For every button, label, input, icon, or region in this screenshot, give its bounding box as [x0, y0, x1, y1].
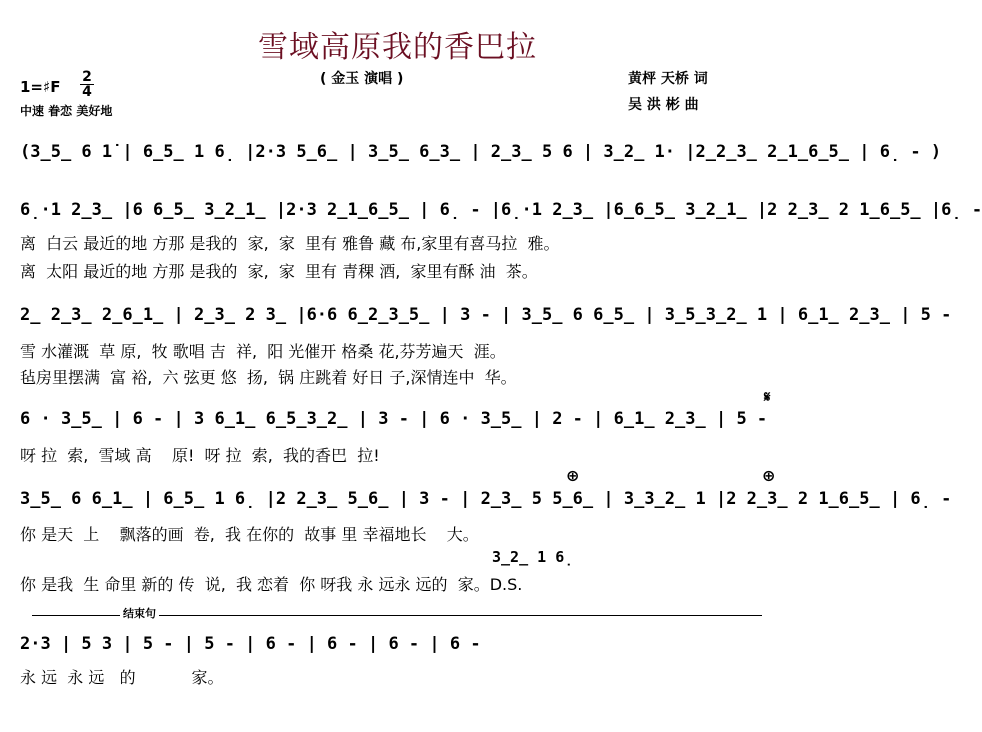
lyricist-credit: 黄枰 天桥 词 — [628, 71, 708, 87]
coda-alt-notes: 3̲2̲ 1 6̣ — [492, 548, 574, 566]
score-line-6: 2·3 | 5 3 | 5 - | 5 - | 6 - | 6 - | 6 - | 6 - — [20, 634, 481, 654]
ending-label: 结束句 — [120, 605, 159, 621]
lyric-line-2a: 离 白云 最近的地 方那 是我的 家, 家 里有 雅鲁 藏 布,家里有喜马拉 雅。 — [20, 234, 560, 253]
score-line-4: 6 · 3̲5̲ | 6 - | 3 6̲1̲ 6̲5̲3̲2̲ | 3 - | 6 · 3̲5̲ | 2 - | 6̲1̲ 2̲3̲ | 5 - — [20, 409, 768, 429]
song-title: 雪域高原我的香巴拉 — [258, 30, 537, 65]
segno-icon: 𝄋 — [764, 388, 771, 406]
lyric-line-3b: 毡房里摆满 富 裕, 六 弦更 悠 扬, 锅 庄跳着 好日 子,深情连中 华。 — [20, 368, 517, 387]
lyric-line-4: 呀 拉 索, 雪域 高 原! 呀 拉 索, 我的香巴 拉! — [20, 446, 380, 465]
singer-credit: ( 金玉 演唱 ) — [320, 71, 404, 87]
lyric-line-3a: 雪 水灌溉 草 原, 牧 歌唱 吉 祥, 阳 光催开 格桑 花,芬芳遍天 涯。 — [20, 342, 506, 361]
lyric-line-6: 永 远 永 远 的 家。 — [20, 668, 224, 687]
score-line-2: 6̣·1 2̲3̲ |6 6̲5̲ 3̲2̲1̲ |2·3 2̲1̲6̲5̲ | 6̣ - |6̣·1 2̲3̲ |6̲6̲5̲ 3̲2̲1̲ |2 2̲3̲ 2 1̲6̲5̲ |6̣ - — [20, 200, 982, 220]
lyric-line-5b: 你 是我 生 命里 新的 传 说, 我 恋着 你 呀我 永 远永 远的 家。D.S. — [20, 575, 523, 594]
tempo-marking: 中速 眷恋 美好地 — [20, 104, 113, 118]
lyric-line-5a: 你 是天 上 飘落的画 卷, 我 在你的 故事 里 幸福地长 大。 — [20, 525, 479, 544]
key-signature: 1=♯F — [20, 78, 61, 96]
score-line-1: (3̲5̲ 6 1̇ | 6̲5̲ 1 6̣ |2·3 5̲6̲ | 3̲5̲ 6̲3̲ | 2̲3̲ 5 6 | 3̲2̲ 1· |2̲2̲3̲ 2̲1̲6̲5̲ | 6̣ - ) — [20, 142, 942, 162]
score-line-3: 2̲ 2̲3̲ 2̲6̲1̲ | 2̲3̲ 2 3̲ |6·6 6̲2̲3̲5̲ | 3 - | 3̲5̲ 6 6̲5̲ | 3̲5̲3̲2̲ 1 | 6̲1̲ 2̲3̲ | 5 - — [20, 305, 952, 325]
coda-icon: ⊕ — [566, 466, 580, 485]
composer-credit: 吴 洪 彬 曲 — [628, 97, 699, 113]
time-signature: 2 4 — [80, 70, 94, 99]
lyric-line-2b: 离 太阳 最近的地 方那 是我的 家, 家 里有 青稞 酒, 家里有酥 油 茶。 — [20, 262, 538, 281]
score-line-5: 3̲5̲ 6 6̲1̲ | 6̲5̲ 1 6̣ |2 2̲3̲ 5̲6̲ | 3 - | 2̲3̲ 5 5̲6̲ | 3̲3̲2̲ 1 |2 2̲3̲ 2 1̲6̲5̲ | 6̣ - — [20, 489, 952, 509]
coda-icon-end: ⊕ — [762, 466, 776, 485]
